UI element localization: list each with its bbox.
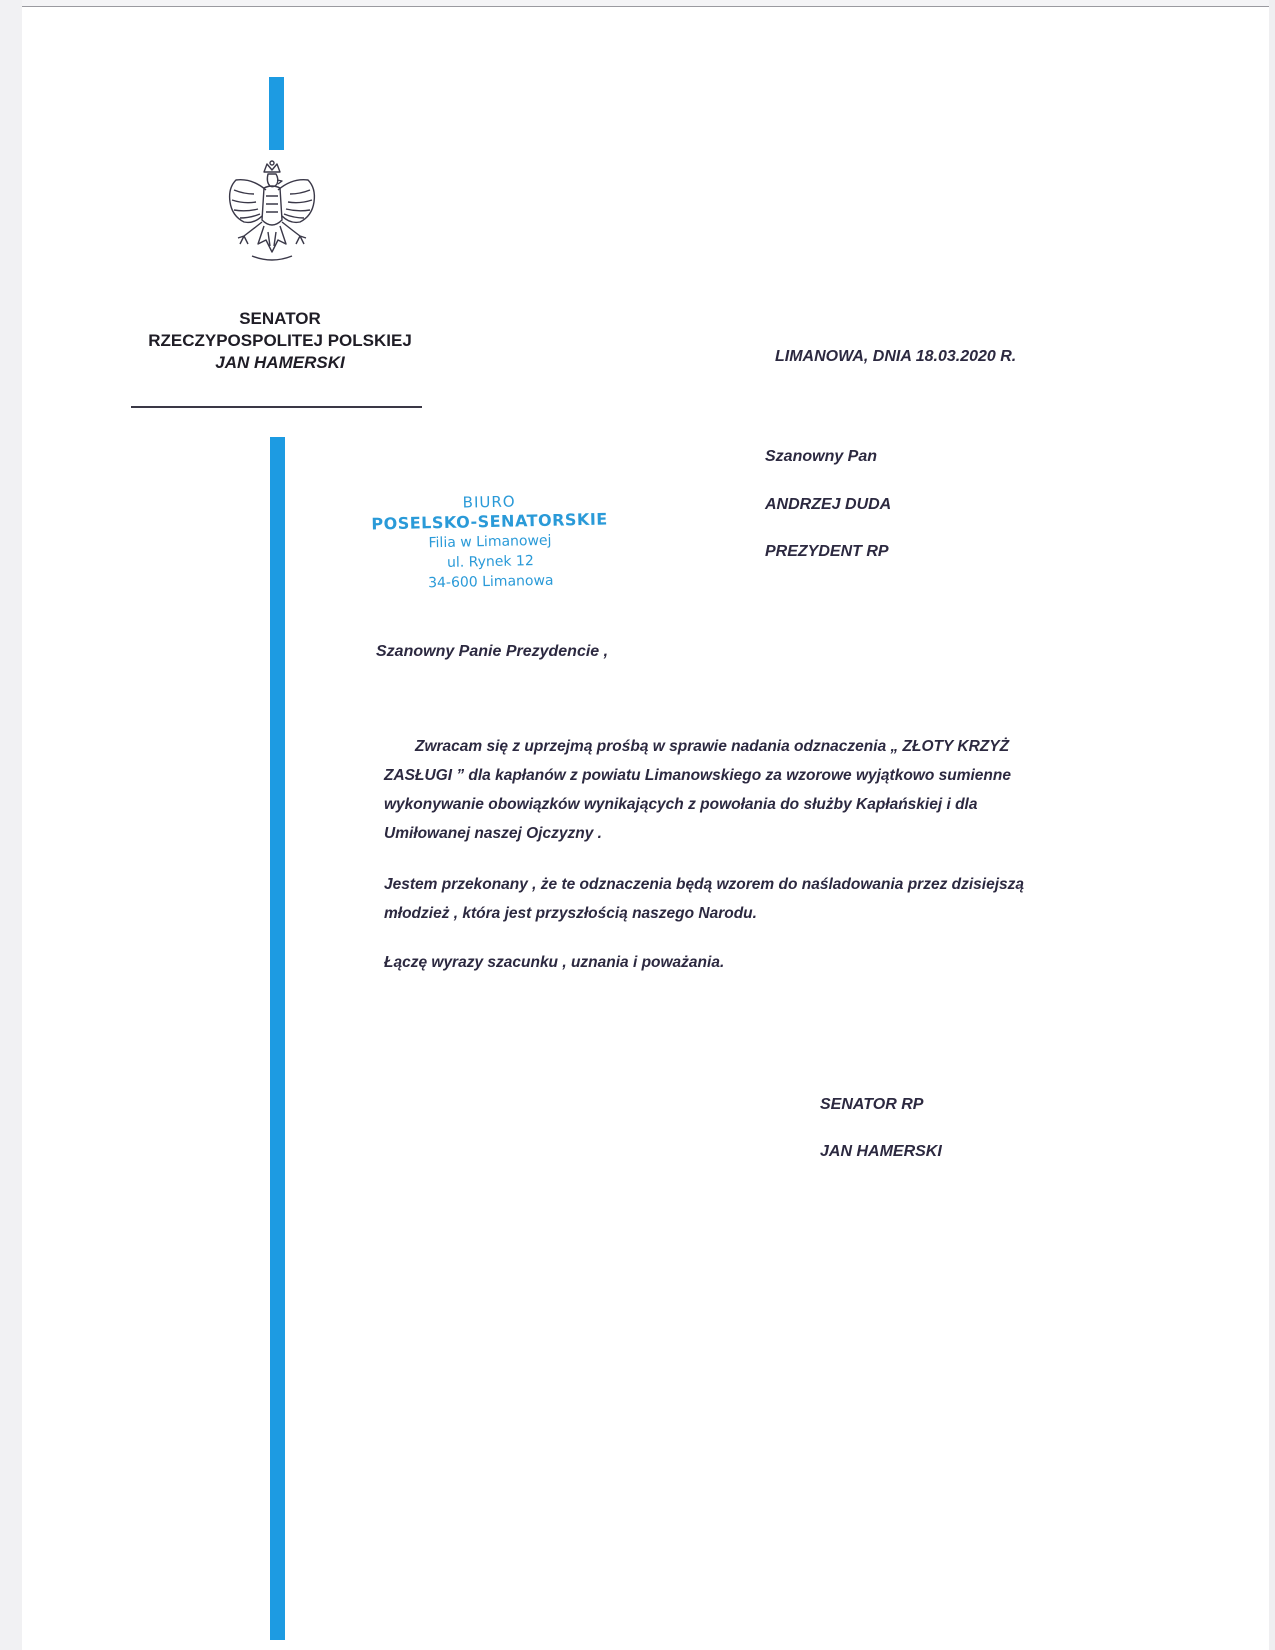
scan-right-edge: [1269, 0, 1275, 1650]
stamp-line-3: Filia w Limanowej: [428, 532, 552, 552]
body-paragraph-2: Jestem przekonany , że te odznaczenia będą wzorem do naśladowania przez dzisiejszą młodzież , która jest przyszłością naszego Narodu.: [384, 876, 1025, 922]
date-line: LIMANOWA, DNIA 18.03.2020 R.: [775, 348, 1017, 365]
accent-bar-top: [269, 77, 284, 150]
accent-bar-vertical: [270, 437, 285, 1640]
eagle-emblem-icon: [222, 160, 322, 278]
addressee-name: ANDRZEJ DUDA: [765, 496, 892, 513]
body-paragraph-1: Zwracam się z uprzejmą prośbą w sprawie nadania odznaczenia „ ZŁOTY KRZYŻ ZASŁUGI ” dla kapłanów z powiatu Limanowskiego za wzorowe wyjątkowo sumienne wykonywanie obowiązków wynikających z powołania do służby Kapłańskiej i dla Umiłowanej naszej Ojczyzny .: [384, 738, 1011, 842]
scan-left-edge: [0, 0, 22, 1650]
header-divider: [131, 406, 422, 408]
stamp-line-2: POSELSKO-SENATORSKIE: [371, 509, 608, 534]
signature-name: JAN HAMERSKI: [820, 1143, 942, 1160]
sender-title: SENATOR: [239, 309, 321, 328]
scan-top-edge: [20, 0, 1275, 7]
sender-header: [120, 308, 440, 374]
stamp-line-5: 34-600 Limanowa: [427, 572, 554, 592]
salutation: Szanowny Panie Prezydencie ,: [376, 643, 609, 660]
body-paragraph-3: Łączę wyrazy szacunku , uznania i poważania.: [384, 954, 725, 971]
office-stamp: [359, 489, 621, 594]
signature-title: SENATOR RP: [820, 1096, 924, 1113]
stamp-line-1: BIURO: [462, 492, 516, 512]
addressee-title: PREZYDENT RP: [765, 543, 889, 560]
sender-institution: RZECZYPOSPOLITEJ POLSKIEJ: [148, 331, 412, 350]
stamp-line-4: ul. Rynek 12: [446, 553, 534, 571]
sender-name: JAN HAMERSKI: [215, 353, 345, 372]
addressee-greeting: Szanowny Pan: [765, 448, 878, 465]
